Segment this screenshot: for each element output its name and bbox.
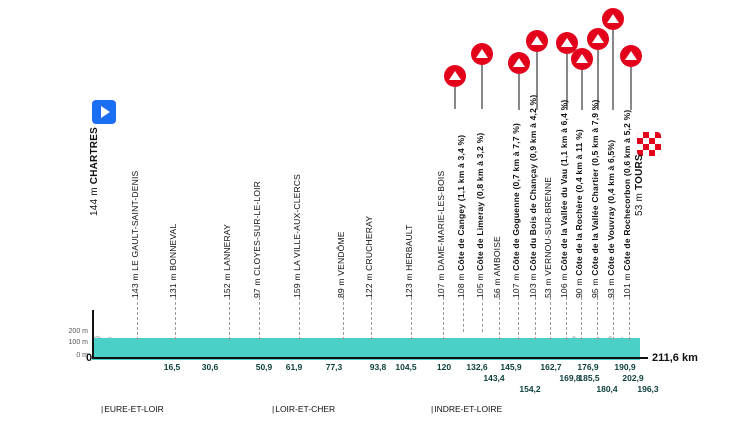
leader-line (550, 292, 551, 340)
y-tick-100: 100 m (68, 339, 88, 346)
leader-line (581, 292, 582, 340)
km-tick: 169,8 (559, 373, 581, 383)
climb-label: 95 m Côte de la Vallée Chartier (0,5 km à 7,9 %) (590, 99, 600, 298)
leader-line (229, 292, 230, 340)
climb-label: 103 m Côte du Bois de Chançay (0,9 km à 4,2 %) (528, 94, 538, 298)
start-label: 144 m CHARTRES (89, 127, 100, 216)
leader-line (566, 292, 567, 340)
finish-flag-icon (637, 132, 661, 156)
place-label: 53 m VERNOU-SUR-BRENNE (543, 176, 553, 298)
y-axis (92, 310, 94, 359)
leader-line (411, 292, 412, 340)
km-tick: 132,6 (466, 362, 488, 372)
leader-line (299, 292, 300, 340)
place-label: 97 m CLOYES-SUR-LE-LOIR (252, 180, 262, 298)
department-label: | LOIR-ET-CHER (272, 404, 335, 414)
start-flag-icon (92, 100, 116, 124)
leader-line (535, 292, 536, 340)
leader-line (629, 292, 630, 340)
leader-line (175, 292, 176, 340)
climb-stem (519, 74, 520, 110)
leader-line (371, 292, 372, 340)
km-tick: 145,9 (500, 362, 522, 372)
km-tick: 176,9 (577, 362, 599, 372)
km-tick: 154,2 (519, 384, 541, 394)
climb-stem (598, 50, 599, 110)
km-tick: 190,9 (614, 362, 636, 372)
x-axis (92, 357, 648, 359)
climb-label: 107 m Côte de Goguenne (0,7 km à 7,7 %) (511, 122, 521, 298)
leader-line (443, 292, 444, 340)
climb-marker-icon (471, 43, 493, 65)
place-label: 122 m CRUCHERAY (364, 215, 374, 298)
department-label: | EURE-ET-LOIR (101, 404, 164, 414)
km-tick: 162,7 (540, 362, 562, 372)
km-tick: 196,3 (637, 384, 659, 394)
km-tick: 30,6 (201, 362, 219, 372)
km-tick: 61,9 (285, 362, 303, 372)
climb-label: 93 m Côte de Vouvray (0,4 km à 6,5%) (606, 139, 616, 298)
km-tick: 185,5 (578, 373, 600, 383)
leader-line (137, 292, 138, 340)
climb-label: 106 m Côte de la Vallée du Vau (1,1 km à 6,4 %) (559, 99, 569, 298)
y-axis-labels (40, 300, 88, 362)
leader-line (597, 292, 598, 340)
km-tick: 180,4 (596, 384, 618, 394)
leader-line (259, 292, 260, 340)
leader-line (518, 292, 519, 340)
y-tick-200: 200 m (68, 328, 88, 335)
leader-line (463, 292, 464, 332)
km-tick: 202,9 (622, 373, 644, 383)
place-label: 131 m BONNEVAL (168, 223, 178, 298)
climb-marker-icon (602, 8, 624, 30)
climb-label: 90 m Côte de la Rochère (0,4 km à 11 %) (574, 129, 584, 298)
km-total-label: 211,6 km (652, 352, 698, 364)
place-label: 159 m LA VILLE-AUX-CLERCS (292, 173, 302, 298)
km-tick: 120 (436, 362, 452, 372)
place-label: 107 m DAME-MARIE-LES-BOIS (436, 170, 446, 298)
climb-marker-icon (571, 48, 593, 70)
climb-stem (455, 87, 456, 109)
leader-line (613, 292, 614, 340)
climb-stem (582, 70, 583, 110)
climb-stem (482, 65, 483, 109)
y-tick-0: 0 m (76, 352, 88, 359)
place-label: 89 m VENDÔME (336, 231, 346, 298)
km-tick: 50,9 (255, 362, 273, 372)
place-label: 123 m HERBAULT (404, 224, 414, 298)
climb-stem (613, 30, 614, 110)
leader-line (482, 292, 483, 332)
climb-marker-icon (508, 52, 530, 74)
climb-label: 105 m Côte de Limeray (0,8 km à 3,2 %) (475, 132, 485, 298)
km-tick: 104,5 (395, 362, 417, 372)
leader-line (343, 292, 344, 340)
department-label: | INDRE-ET-LOIRE (431, 404, 502, 414)
km-tick: 16,5 (163, 362, 181, 372)
km-start-label: 0 (86, 352, 93, 364)
climb-marker-icon (526, 30, 548, 52)
place-label: 152 m LANNERAY (222, 224, 232, 298)
place-label: 143 m LE GAULT-SAINT-DENIS (130, 170, 140, 298)
km-tick: 77,3 (325, 362, 343, 372)
km-tick: 143,4 (483, 373, 505, 383)
leader-line (499, 292, 500, 340)
climb-label: 108 m Côte de Cangey (1,1 km à 3,4 %) (456, 134, 466, 298)
climb-marker-icon (620, 45, 642, 67)
km-tick: 93,8 (369, 362, 387, 372)
climb-label: 101 m Côte de Rochecorbon (0,6 km à 5,2 %) (622, 109, 632, 298)
climb-stem (631, 67, 632, 110)
place-label: 56 m AMBOISE (492, 236, 502, 298)
climb-marker-icon (444, 65, 466, 87)
climb-marker-icon (587, 28, 609, 50)
finish-label: 53 m TOURS (634, 154, 645, 216)
climb-stem (537, 52, 538, 110)
climb-stem (567, 54, 568, 110)
